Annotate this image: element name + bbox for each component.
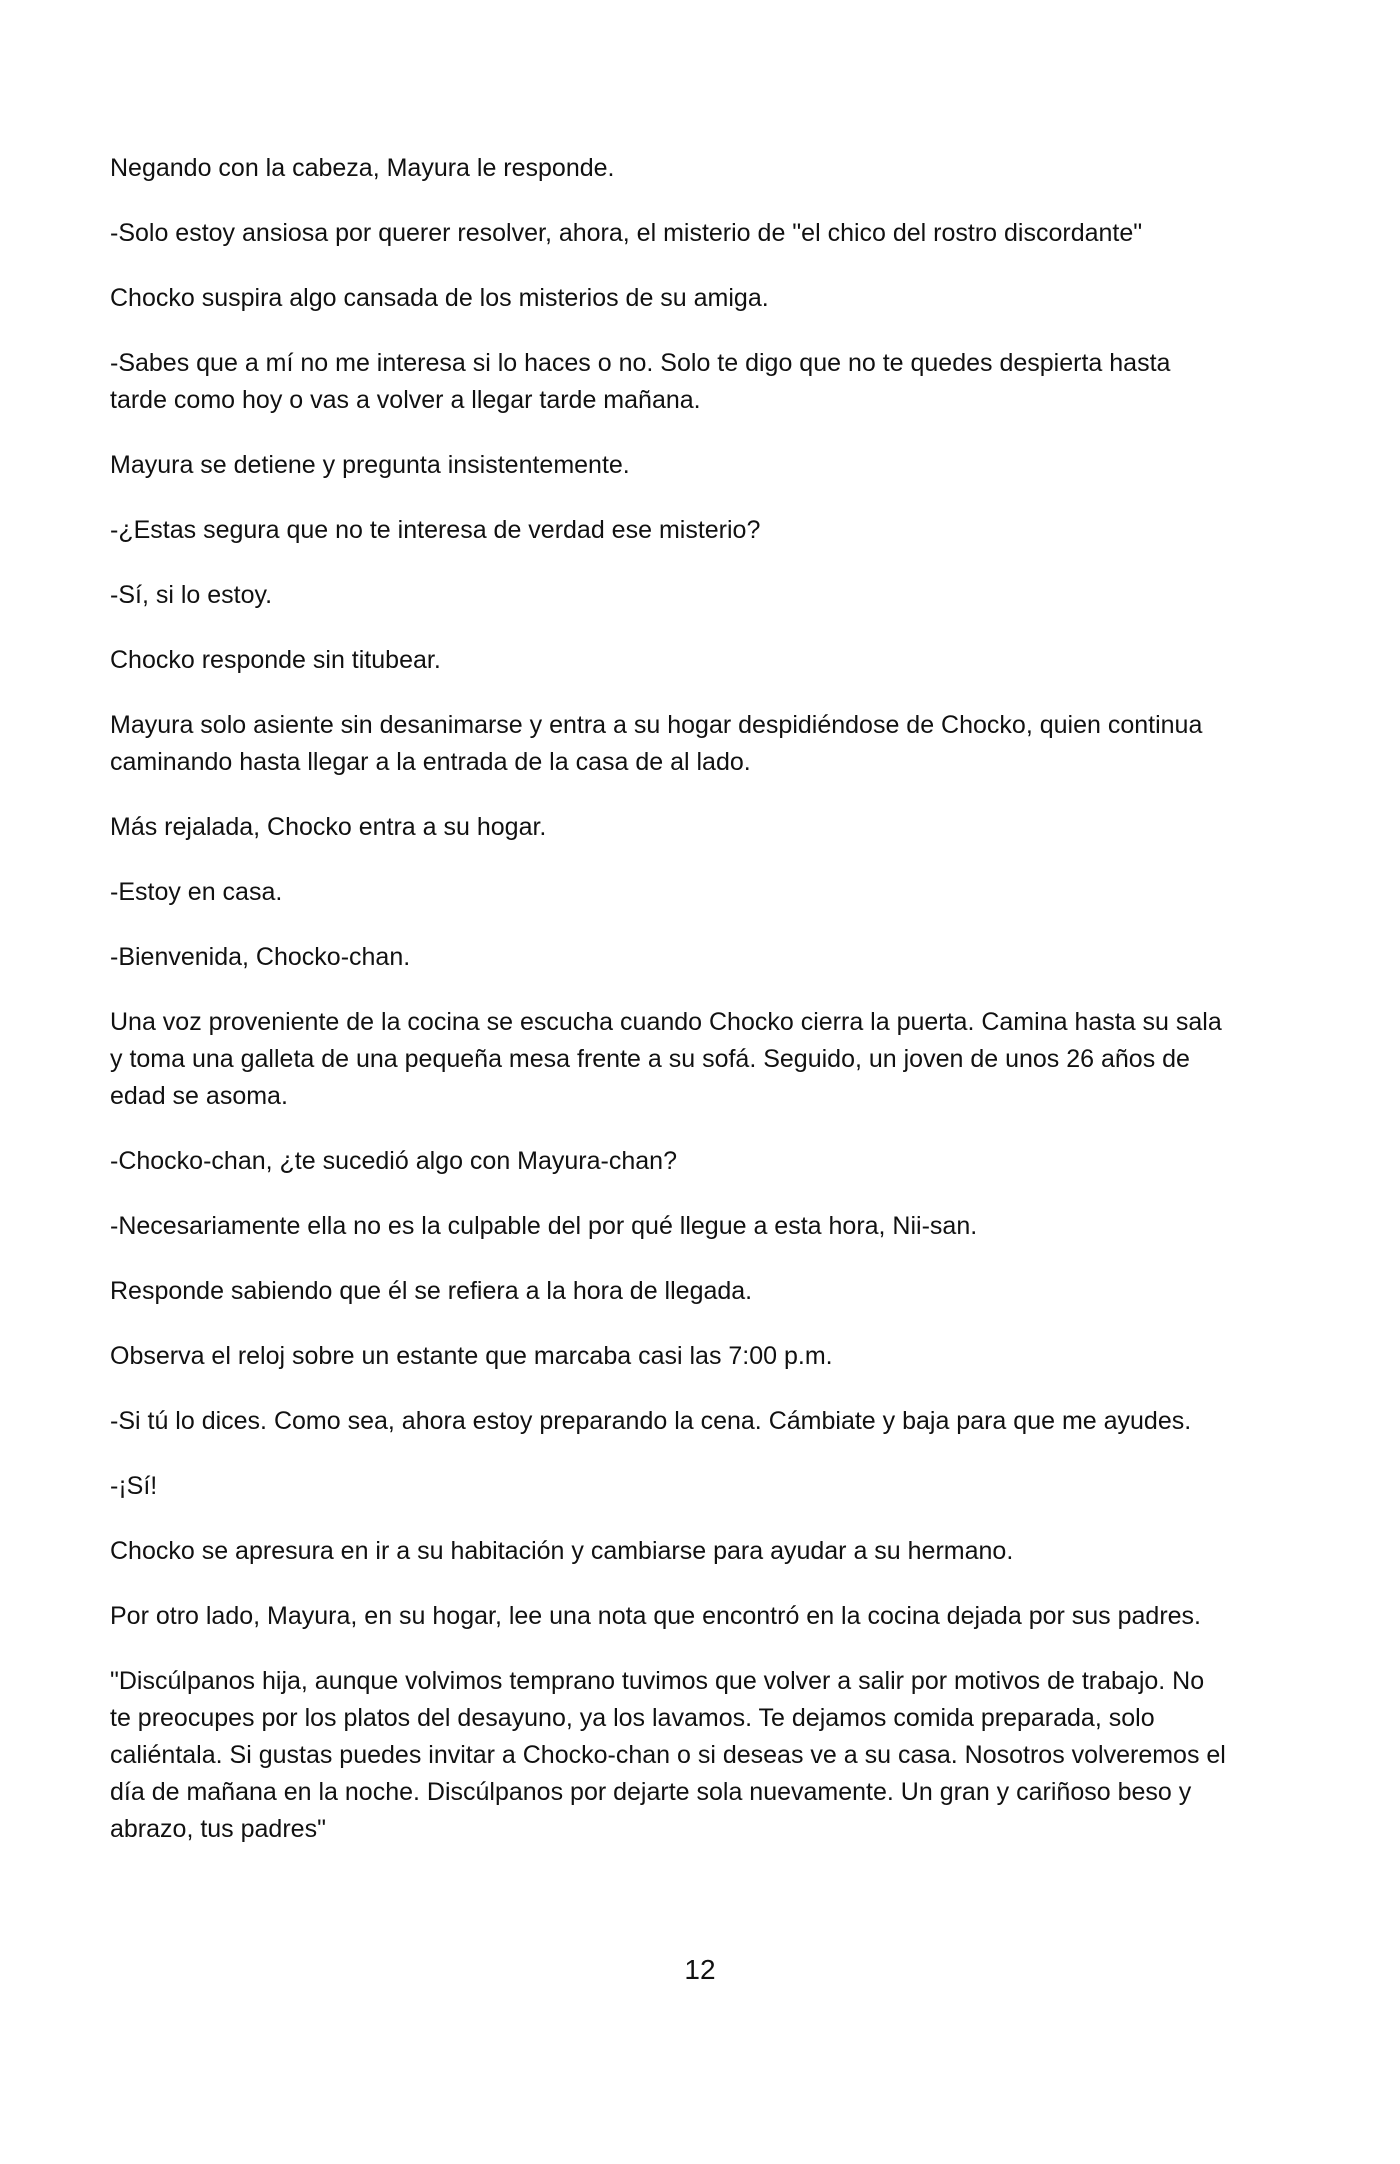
paragraph: -Si tú lo dices. Como sea, ahora estoy preparando la cena. Cámbiate y baja para que me ayudes.	[110, 1407, 1192, 1435]
paragraph: Más rejalada, Chocko entra a su hogar.	[110, 813, 547, 841]
paragraph: Chocko suspira algo cansada de los misterios de su amiga.	[110, 284, 769, 312]
page-number: 12	[684, 1954, 716, 1985]
paragraph: -Bienvenida, Chocko-chan.	[110, 943, 411, 971]
paragraph: Negando con la cabeza, Mayura le responde.	[110, 154, 615, 182]
paragraph: Chocko se apresura en ir a su habitación y cambiarse para ayudar a su hermano.	[110, 1537, 1014, 1565]
paragraph: -Estoy en casa.	[110, 878, 283, 906]
paragraph: -¿Estas segura que no te interesa de verdad ese misterio?	[110, 516, 761, 544]
paragraph: -Solo estoy ansiosa por querer resolver, ahora, el misterio de "el chico del rostro discordante"	[110, 219, 1143, 247]
paragraph: -Necesariamente ella no es la culpable del por qué llegue a esta hora, Nii-san.	[110, 1212, 978, 1240]
paragraph: Mayura se detiene y pregunta insistentemente.	[110, 451, 630, 479]
paragraph: -Chocko-chan, ¿te sucedió algo con Mayura-chan?	[110, 1147, 677, 1175]
paragraph: Chocko responde sin titubear.	[110, 646, 441, 674]
paragraph: Mayura solo asiente sin desanimarse y entra a su hogar despidiéndose de Chocko, quien continua caminando hasta llegar a la entrada de la casa de al lado.	[110, 711, 1203, 776]
paragraph: "Discúlpanos hija, aunque volvimos temprano tuvimos que volver a salir por motivos de trabajo. No te preocupes por los platos del desayuno, ya los lavamos. Te dejamos comida preparada, solo caliéntala. Si gustas puedes invitar a Chocko-chan o si deseas ve a su casa. Nosotros volveremos el día de mañana en la noche. Discúlpanos por dejarte sola nuevamente. Un gran y cariñoso beso y abrazo, tus padres"	[110, 1667, 1226, 1843]
paragraph: -Sabes que a mí no me interesa si lo haces o no. Solo te digo que no te quedes despierta hasta tarde como hoy o vas a volver a llegar tarde mañana.	[110, 349, 1171, 414]
text-body	[110, 150, 1230, 1876]
paragraph: Responde sabiendo que él se refiera a la hora de llegada.	[110, 1277, 753, 1305]
paragraph: Una voz proveniente de la cocina se escucha cuando Chocko cierra la puerta. Camina hasta su sala y toma una galleta de una pequeña mesa frente a su sofá. Seguido, un joven de unos 26 años de edad se asoma.	[110, 1008, 1222, 1110]
paragraph: Por otro lado, Mayura, en su hogar, lee una nota que encontró en la cocina dejada por sus padres.	[110, 1602, 1202, 1630]
paragraph: -Sí, si lo estoy.	[110, 581, 273, 609]
paragraph: -¡Sí!	[110, 1472, 158, 1500]
paragraph: Observa el reloj sobre un estante que marcaba casi las 7:00 p.m.	[110, 1342, 833, 1370]
